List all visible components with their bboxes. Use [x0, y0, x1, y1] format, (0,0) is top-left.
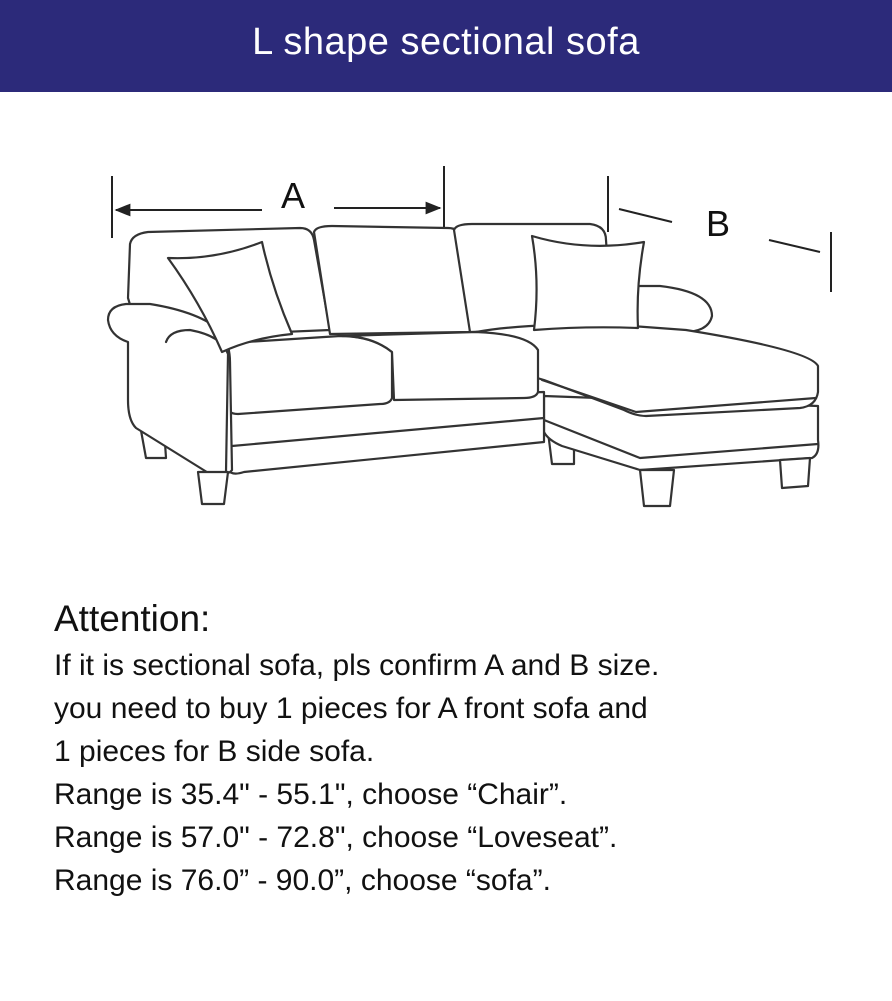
dimension-b-right-line [769, 240, 820, 252]
page-title: L shape sectional sofa [252, 20, 640, 63]
dimension-b-left-line [619, 209, 672, 222]
note-line: you need to buy 1 pieces for A front sofa and [54, 692, 648, 725]
note-line: If it is sectional sofa, pls confirm A and B size. [54, 649, 660, 682]
dimension-b-label: B [706, 203, 731, 244]
note-line: 1 pieces for B side sofa. [54, 735, 375, 768]
title-banner [0, 0, 892, 92]
note-line-chair-range: Range is 35.4" - 55.1", choose “Chair”. [54, 778, 568, 811]
chaise-right-leg [780, 458, 810, 488]
sofa-illustration [0, 92, 892, 552]
note-line-loveseat-range: Range is 57.0" - 72.8", choose “Loveseat”. [54, 821, 618, 854]
front-left-leg [198, 472, 228, 504]
note-line-sofa-range: Range is 76.0” - 90.0”, choose “sofa”. [54, 864, 551, 897]
sofa-outline-icon [108, 224, 818, 506]
back-cushion-middle [314, 226, 470, 334]
throw-pillow-right [532, 236, 644, 330]
chaise-front-leg [640, 470, 674, 506]
attention-notes [54, 596, 874, 902]
sofa-diagram [0, 92, 892, 552]
seat-cushion-left [224, 336, 392, 414]
dimension-a-label: A [281, 175, 306, 216]
attention-heading: Attention: [54, 598, 211, 639]
